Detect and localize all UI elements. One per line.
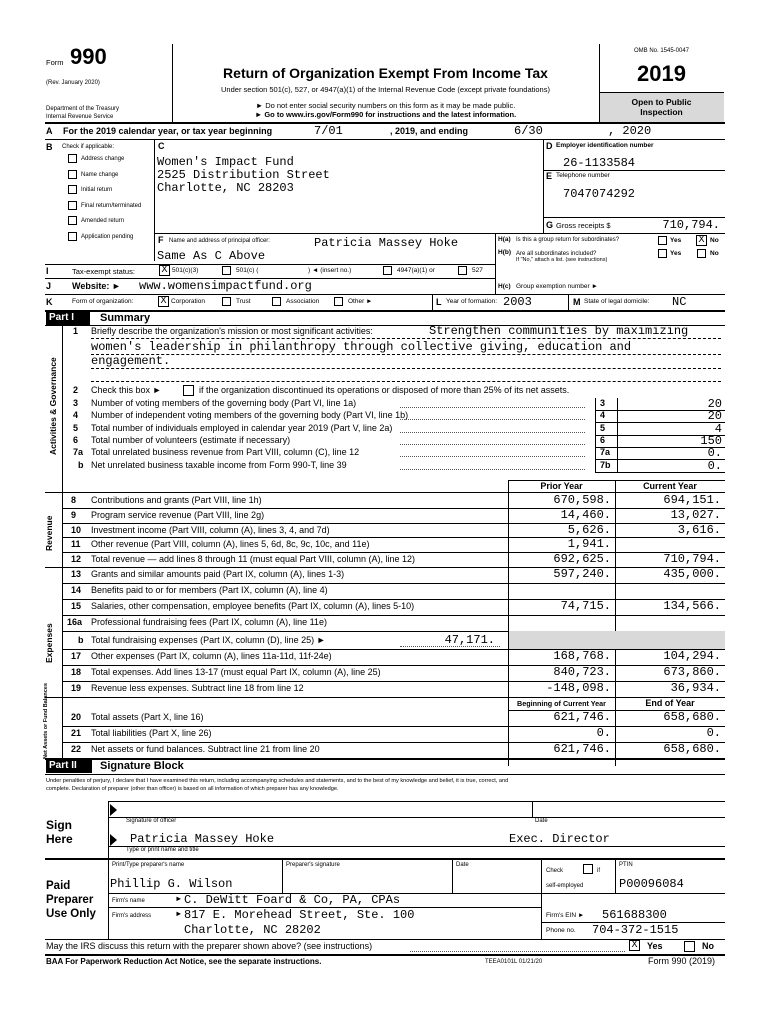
section-f-label: F	[158, 235, 164, 245]
current-year-value[interactable]: 658,680.	[663, 742, 721, 756]
part1-tag: Part I	[46, 312, 90, 325]
line-a-label: A	[46, 126, 53, 136]
form-number: 990	[70, 44, 107, 69]
status-501c-box[interactable]	[222, 266, 231, 275]
discuss-yes-box[interactable]: X	[629, 940, 640, 951]
part1-title: Summary	[100, 312, 151, 324]
org-association-box[interactable]	[272, 297, 281, 306]
gov-line-text: Total unrelated business revenue from Part VIII, column (C), line 12	[91, 447, 360, 458]
firm-name[interactable]: C. DeWitt Foard & Co, PA, CPAs	[184, 893, 401, 907]
officer-signature-field[interactable]	[130, 802, 532, 817]
line-text: Total expenses. Add lines 13-17 (must equal Part IX, column (A), line 25)	[91, 667, 381, 677]
sign-label: Sign	[46, 818, 72, 832]
line-number: 19	[71, 683, 82, 693]
prior-year-value[interactable]: 692,625.	[553, 552, 611, 567]
gov-line-box: 6	[600, 434, 606, 445]
checkbox-5[interactable]	[68, 232, 77, 241]
discontinued-checkbox[interactable]	[183, 385, 194, 396]
firm-address-2[interactable]: Charlotte, NC 28202	[184, 923, 321, 937]
gov-line-box: 7a	[600, 447, 611, 458]
phone-value[interactable]: 7047074292	[563, 187, 636, 201]
gov-line-value[interactable]: 20	[707, 397, 722, 411]
row-rule	[62, 583, 725, 584]
name-arrow-icon	[110, 834, 117, 846]
line-text: Benefits paid to or for members (Part IX, column (A), line 4)	[91, 585, 328, 595]
prior-year-value[interactable]: 168,768.	[553, 649, 611, 663]
line-text: Investment income (Part VIII, column (A), lines 3, 4, and 7d)	[91, 524, 330, 535]
status-501c3-label: 501(c)(3)	[172, 267, 199, 274]
discuss-yes-label: Yes	[647, 941, 663, 951]
gov-line-leader	[400, 432, 585, 433]
preparer-name[interactable]: Phillip G. Wilson	[110, 877, 233, 891]
checkbox-label-1: Name change	[81, 171, 119, 178]
dept-treasury: Department of the Treasury	[46, 106, 120, 112]
form-org-title: Form of organization:	[72, 298, 134, 305]
website-url[interactable]: www.womensimpactfund.org	[139, 279, 312, 293]
officer-date-label: Date	[535, 818, 548, 824]
ha-label: H(a)	[498, 236, 511, 243]
mission-line-1[interactable]: Strengthen communities by maximizing	[429, 324, 689, 338]
line-2-number: 2	[73, 385, 79, 395]
gross-receipts-title: Gross receipts $	[556, 221, 611, 230]
line-text: Total assets (Part X, line 16)	[91, 712, 204, 722]
prior-year-value[interactable]: 14,460.	[560, 507, 611, 522]
signer-name[interactable]: Patricia Massey Hoke	[130, 832, 275, 846]
line-number: 21	[71, 728, 82, 738]
paid-label: Paid	[46, 880, 71, 892]
line-number: 17	[71, 651, 82, 661]
checkbox-2[interactable]	[68, 185, 77, 194]
use-only-label: Use Only	[46, 908, 96, 920]
current-year-value[interactable]: 435,000.	[663, 567, 721, 581]
hb-no-box[interactable]	[697, 249, 706, 258]
row-rule	[62, 537, 725, 538]
gov-line-number: 4	[73, 410, 79, 421]
preparer-signature-label: Preparer's signature	[286, 862, 340, 868]
org-corporation-label: Corporation	[171, 298, 205, 305]
firm-address-arrow-icon: ►	[175, 909, 183, 918]
line-number: 12	[71, 554, 82, 565]
gov-line-text: Number of voting members of the governing body (Part VI, line 1a)	[91, 398, 357, 408]
gov-line-number: 5	[73, 422, 79, 433]
status-4947-box[interactable]	[383, 266, 392, 275]
firm-ein-label: Firm's EIN ►	[546, 912, 585, 919]
officer-name[interactable]: Patricia Massey Hoke	[314, 236, 459, 250]
status-527-label: 527	[472, 267, 483, 274]
mission-line-2[interactable]: women's leadership in philanthropy through collective giving, education and	[91, 340, 632, 354]
tax-year: 2019	[637, 61, 686, 86]
section-g-label: G	[546, 220, 554, 230]
ha-text: Is this a group return for subordinates?	[516, 237, 620, 243]
status-4947-label: 4947(a)(1) or	[397, 267, 435, 274]
preparer-ptin[interactable]: P00096084	[619, 877, 684, 891]
line-number: 9	[71, 509, 77, 520]
line-text: Revenue less expenses. Subtract line 18 from line 12	[91, 683, 304, 693]
hc-label: H(c)	[498, 283, 511, 290]
section-l-label: L	[436, 297, 442, 307]
line-16b-text: Total fundraising expenses (Part IX, column (D), line 25) ►	[91, 635, 326, 645]
checkbox-1[interactable]	[68, 170, 77, 179]
form-title: Return of Organization Exempt From Income Tax	[223, 65, 548, 81]
side-label-net-assets: Net Assets or Fund Balances	[42, 683, 49, 760]
line-number: 13	[71, 569, 82, 579]
year-formation-value[interactable]: 2003	[503, 295, 532, 309]
firm-name-arrow-icon: ►	[175, 894, 183, 903]
org-association-label: Association	[286, 298, 320, 305]
open-public-1: Open to Public	[631, 97, 692, 107]
line-number: 10	[71, 524, 82, 535]
year-formation-title: Year of formation:	[446, 298, 498, 305]
current-year-value[interactable]: 710,794.	[663, 552, 721, 567]
line-2-text-b: if the organization discontinued its operations or disposed of more than 25% of its net assets.	[199, 385, 570, 395]
self-employed-checkbox[interactable]	[583, 864, 593, 874]
firm-name-label: Firm's name	[112, 898, 145, 904]
gov-line-number: 6	[73, 434, 79, 445]
status-501c3-box[interactable]: X	[159, 265, 170, 276]
tax-exempt-title: Tax-exempt status:	[72, 267, 135, 276]
phone-title: Telephone number	[556, 172, 610, 179]
org-corporation-box[interactable]: X	[158, 296, 169, 307]
gov-line-text: Total number of individuals employed in calendar year 2019 (Part V, line 2a)	[91, 422, 393, 433]
checkbox-4[interactable]	[68, 216, 77, 225]
checkbox-label-2: Initial return	[81, 187, 113, 193]
hb-no-label: No	[710, 250, 719, 257]
line-16b-value[interactable]: 47,171.	[444, 633, 495, 647]
col-current-year: Current Year	[643, 481, 697, 491]
line-text: Contributions and grants (Part VIII, line 1h)	[91, 495, 262, 505]
line-text: Other expenses (Part IX, column (A), lines 11a-11d, 11f-24e)	[91, 651, 332, 661]
prior-year-value[interactable]: 670,598.	[553, 493, 611, 507]
check-label: Check	[546, 868, 564, 874]
hb-label: H(b)	[498, 249, 511, 256]
status-insert-no: ) ◄ (insert no.)	[308, 267, 352, 274]
line-number: 18	[71, 667, 82, 677]
col-prior-year: Prior Year	[540, 481, 583, 491]
preparer-phone[interactable]: 704-372-1515	[592, 923, 679, 937]
hc-text: Group exemption number ►	[516, 283, 598, 290]
omb-number: OMB No. 1545-0047	[633, 48, 690, 54]
line-2-text-a: Check this box ►	[91, 385, 162, 395]
gov-line-value[interactable]: 150	[700, 433, 722, 448]
status-527-box[interactable]	[458, 266, 467, 275]
prior-year-value[interactable]: 597,240.	[553, 567, 611, 581]
domicile-value[interactable]: NC	[672, 295, 687, 309]
hb-yes-label: Yes	[670, 250, 682, 257]
org-trust-box[interactable]	[222, 297, 231, 306]
gov-line-text: Number of independent voting members of the governing body (Part VI, line 1b)	[91, 410, 409, 421]
line-1-text: Briefly describe the organization's mission or most significant activities:	[91, 326, 373, 336]
irs-discuss-text: May the IRS discuss this return with the preparer shown above? (see instructions)	[46, 941, 373, 951]
current-year-value[interactable]: 104,294.	[663, 649, 721, 663]
form-code: TEEA0101L 01/21/20	[485, 959, 543, 965]
org-address[interactable]: 2525 Distribution Street	[157, 168, 330, 182]
current-year-value[interactable]: 134,566.	[663, 599, 721, 613]
ein-value[interactable]: 26-1133584	[563, 156, 636, 170]
baa-notice: BAA For Paperwork Reduction Act Notice, see the separate instructions.	[46, 957, 322, 966]
line-number: 15	[71, 601, 82, 611]
if-label: if	[597, 868, 600, 874]
side-label-revenue: Revenue	[44, 515, 54, 551]
current-year-value[interactable]: 13,027.	[670, 507, 721, 522]
tax-year-end[interactable]: 6/30	[514, 124, 543, 138]
gov-line-leader	[400, 444, 585, 445]
preparer-name-label: Print/Type preparer's name	[112, 862, 185, 868]
gov-line-number: b	[78, 459, 84, 470]
section-e-label: E	[546, 171, 553, 181]
current-year-value[interactable]: 3,616.	[677, 522, 721, 537]
ptin-label: PTIN	[619, 862, 633, 868]
penalty-text-2: complete. Declaration of preparer (other than officer) is based on all information of which preparer has any knowledge.	[46, 786, 339, 792]
officer-signature-label: Signature of officer	[126, 818, 177, 824]
hb-yes-box[interactable]	[658, 249, 667, 258]
line-1-number: 1	[73, 326, 79, 336]
gov-line-box: 4	[600, 410, 606, 421]
section-d-label: D	[546, 141, 553, 151]
checkbox-label-4: Amended return	[81, 218, 125, 224]
gov-line-box: 7b	[600, 459, 611, 470]
gov-line-leader	[400, 407, 585, 408]
penalty-text-1: Under penalties of perjury, I declare that I have examined this return, including accompanying schedules and statements, and to the best of my knowledge and belief, it is true, correct, and	[46, 778, 509, 784]
line-text: Total liabilities (Part X, line 26)	[91, 728, 212, 738]
org-city[interactable]: Charlotte, NC 28203	[157, 181, 294, 195]
ssn-warning: ► Do not enter social security numbers on this form as it may be made public.	[255, 101, 516, 110]
prior-year-value[interactable]: 621,746.	[553, 710, 611, 724]
prior-year-value[interactable]: -148,098.	[546, 681, 611, 695]
form-subtitle: Under section 501(c), 527, or 4947(a)(1) of the Internal Revenue Code (except private foundations)	[221, 85, 550, 94]
rev-date: (Rev. January 2020)	[46, 80, 100, 86]
firm-ein[interactable]: 561688300	[602, 908, 667, 922]
section-k-label: K	[46, 297, 53, 307]
ein-title: Employer identification number	[556, 142, 654, 149]
line-text: Professional fundraising fees (Part IX, column (A), line 11e)	[91, 617, 327, 627]
current-year-value[interactable]: 673,860.	[663, 665, 721, 679]
line-text: Grants and similar amounts paid (Part IX, column (A), lines 1-3)	[91, 569, 345, 579]
tax-year-begin[interactable]: 7/01	[314, 124, 343, 138]
org-name[interactable]: Women's Impact Fund	[157, 155, 294, 169]
line-a-mid: , 2019, and ending	[390, 126, 469, 136]
prior-year-value[interactable]: 840,723.	[553, 665, 611, 679]
firm-address-1[interactable]: 817 E. Morehead Street, Ste. 100	[184, 908, 415, 922]
line-number: 8	[71, 495, 77, 505]
preparer-label: Preparer	[46, 894, 94, 906]
prior-year-value[interactable]: 621,746.	[553, 742, 611, 756]
gov-line-box: 3	[600, 398, 606, 408]
phone-no-label: Phone no.	[546, 927, 576, 934]
line-text: Net assets or fund balances. Subtract line 21 from line 20	[91, 744, 320, 754]
sign-arrow-icon	[110, 804, 117, 816]
gov-line-value[interactable]: 0.	[707, 446, 722, 461]
gross-receipts-value[interactable]: 710,794.	[662, 218, 720, 232]
checkbox-3[interactable]	[68, 201, 77, 210]
prior-year-value[interactable]: 74,715.	[560, 599, 611, 613]
firm-address-label: Firm's address	[112, 913, 152, 919]
hb-text: Are all subordinates included?	[516, 251, 597, 257]
gov-line-text: Total number of volunteers (estimate if necessary)	[91, 434, 291, 445]
org-other-box[interactable]	[334, 297, 343, 306]
line-text: Salaries, other compensation, employee benefits (Part IX, column (A), lines 5-10)	[91, 601, 415, 611]
open-public-2: Inspection	[640, 107, 683, 117]
gov-line-leader	[400, 419, 585, 420]
gov-line-box: 5	[600, 422, 606, 433]
col-beginning-year: Beginning of Current Year	[517, 699, 606, 708]
hb-text2: If "No," attach a list. (see instructions)	[516, 257, 608, 263]
org-trust-label: Trust	[236, 298, 251, 305]
line-16b-number: b	[78, 635, 84, 645]
prior-year-value[interactable]: 1,941.	[567, 537, 611, 552]
check-if-applicable: Check if applicable:	[62, 144, 115, 150]
current-year-value[interactable]: 0.	[706, 726, 721, 740]
side-label-governance: Activities & Governance	[48, 357, 58, 455]
line-text: Other revenue (Part VIII, column (A), lines 5, 6d, 8c, 9c, 10c, and 11e)	[91, 539, 370, 550]
form-word: Form	[46, 58, 64, 67]
line-number: 11	[71, 539, 81, 550]
discuss-no-box[interactable]	[684, 941, 695, 952]
gov-line-rule	[595, 472, 725, 473]
gov-line-value[interactable]: 0.	[707, 458, 722, 473]
gov-box-divider-2	[617, 398, 618, 472]
gov-box-divider-1	[595, 398, 596, 472]
section-i-label: I	[46, 266, 49, 276]
name-title-label: Type or print name and title	[126, 847, 199, 853]
gov-line-leader	[400, 456, 585, 457]
current-year-value[interactable]: 36,934.	[670, 681, 721, 695]
ha-no-box[interactable]: X	[696, 235, 707, 246]
prior-year-value[interactable]: 0.	[596, 726, 611, 740]
preparer-date-label: Date	[456, 862, 469, 868]
checkbox-0[interactable]	[68, 154, 77, 163]
section-b-label: B	[46, 142, 53, 152]
checkbox-label-5: Application pending	[81, 233, 134, 240]
line-text: Total revenue — add lines 8 through 11 (must equal Part VIII, column (A), line 12)	[91, 554, 415, 565]
line-a-text: For the 2019 calendar year, or tax year beginning	[63, 126, 273, 136]
row-rule	[62, 615, 725, 616]
discuss-no-label: No	[702, 941, 714, 951]
gov-line-leader	[400, 469, 585, 470]
line-number: 14	[71, 585, 82, 595]
gov-line-value[interactable]: 20	[707, 409, 722, 424]
irs-label: Internal Revenue Service	[46, 114, 114, 120]
current-year-value[interactable]: 658,680.	[663, 710, 721, 724]
line-text: Program service revenue (Part VIII, line 2g)	[91, 509, 265, 520]
ha-no-label: No	[710, 237, 719, 244]
section-m-label: M	[573, 297, 581, 307]
status-501c-label: 501(c) (	[236, 267, 259, 274]
domicile-title: State of legal domicile:	[584, 298, 650, 305]
website-title: Website: ►	[72, 281, 121, 291]
side-label-expenses: Expenses	[44, 623, 54, 663]
gov-line-text: Net unrelated business taxable income from Form 990-T, line 39	[91, 459, 347, 470]
tax-year-end-year: , 2020	[608, 124, 652, 138]
current-year-value[interactable]: 694,151.	[663, 493, 721, 507]
officer-address[interactable]: Same As C Above	[157, 249, 266, 263]
gov-line-number: 7a	[73, 447, 84, 458]
part2-title: Signature Block	[100, 760, 184, 772]
line-number: 20	[71, 712, 82, 722]
part2-tag: Part II	[46, 760, 92, 773]
footer-form-label: Form 990 (2019)	[648, 956, 716, 966]
officer-title: Name and address of principal officer:	[169, 238, 270, 244]
section-j-label: J	[46, 281, 52, 291]
gov-line-value[interactable]: 4	[714, 421, 722, 436]
checkbox-label-3: Final return/terminated	[81, 202, 142, 209]
mission-line-3[interactable]: engagement.	[91, 354, 171, 368]
line-number: 22	[71, 744, 82, 754]
org-other-label: Other ►	[348, 298, 373, 305]
checkbox-label-0: Address change	[81, 156, 125, 162]
prior-year-value[interactable]: 5,626.	[567, 522, 611, 537]
here-label: Here	[46, 832, 73, 846]
ha-yes-label: Yes	[670, 237, 682, 244]
line-number: 16a	[67, 617, 83, 627]
col-end-year: End of Year	[645, 698, 695, 708]
ha-yes-box[interactable]	[658, 236, 667, 245]
gov-line-number: 3	[73, 398, 79, 408]
section-c-label: C	[158, 141, 165, 151]
instructions-link[interactable]: ► Go to www.irs.gov/Form990 for instructions and the latest information.	[254, 110, 517, 119]
signer-title[interactable]: Exec. Director	[509, 832, 610, 846]
self-employed-label: self-employed	[546, 883, 584, 889]
